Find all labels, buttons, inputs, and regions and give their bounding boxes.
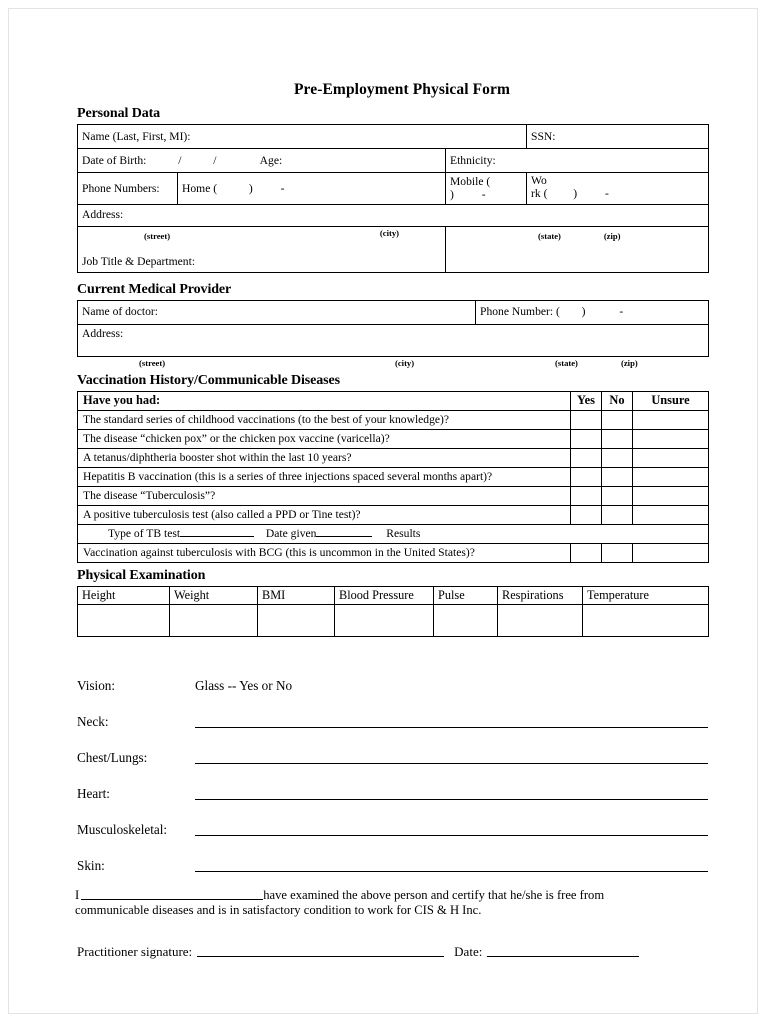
doctor-name-field[interactable]: Name of doctor: [78, 300, 476, 324]
column-header-temperature: Temperature [583, 586, 709, 604]
certification-statement [75, 887, 711, 919]
name-field[interactable]: Name (Last, First, MI): [78, 125, 527, 149]
answer-cell-no[interactable] [602, 543, 633, 562]
column-header-weight: Weight [170, 586, 258, 604]
value-cell-pulse[interactable] [434, 604, 498, 636]
table-row [78, 204, 709, 226]
finding-label-musculoskeletal: Musculoskeletal: [77, 821, 168, 837]
finding-input-neck[interactable] [195, 727, 708, 728]
answer-cell-unsure[interactable] [633, 486, 709, 505]
column-header-yes: Yes [571, 391, 602, 410]
signature-date-input[interactable] [487, 956, 639, 957]
job-title-field[interactable]: Job Title & Department: [78, 242, 446, 272]
address-captions-left [78, 226, 446, 242]
finding-input-chest-lungs[interactable] [195, 763, 708, 764]
vaccination-table [77, 391, 709, 563]
work-phone-paren: ) [573, 187, 578, 201]
table-row [78, 448, 709, 467]
vaccination-question: A positive tuberculosis test (also called a PPD or Tine test)? [78, 505, 571, 524]
vaccination-question: Hepatitis B vaccination (this is a series of three injections spaced several months apart)? [78, 467, 571, 486]
table-row [78, 300, 709, 324]
ssn-field[interactable]: SSN: [527, 125, 709, 149]
answer-cell-yes[interactable] [571, 467, 602, 486]
vision-glasses-option[interactable]: Glass -- Yes or No [195, 677, 293, 693]
mobile-phone-dash: - [481, 188, 486, 202]
phone-numbers-label: Phone Numbers: [78, 173, 178, 205]
section-heading-vaccination: Vaccination History/Communicable Diseases [77, 372, 340, 388]
table-row [78, 173, 709, 205]
answer-cell-yes[interactable] [571, 429, 602, 448]
practitioner-signature-label: Practitioner signature: [77, 944, 193, 960]
column-header-pulse: Pulse [434, 586, 498, 604]
dob-label: Date of Birth: [82, 153, 147, 167]
job-title-blank-cell[interactable] [446, 242, 709, 272]
answer-cell-no[interactable] [602, 486, 633, 505]
tb-date-blank[interactable] [316, 536, 372, 537]
answer-cell-yes[interactable] [571, 543, 602, 562]
table-row [78, 604, 709, 636]
value-cell-respirations[interactable] [498, 604, 583, 636]
home-phone-label: Home ( [182, 181, 218, 195]
dob-slash-1: / [178, 153, 182, 167]
state-caption: (state) [538, 230, 561, 241]
table-header-row [78, 391, 709, 410]
dob-slash-2: / [213, 153, 217, 167]
answer-cell-no[interactable] [602, 429, 633, 448]
value-cell-height[interactable] [78, 604, 170, 636]
finding-row-vision [77, 659, 708, 695]
vaccination-question: The disease “chicken pox” or the chicken pox vaccine (varicella)? [78, 429, 571, 448]
tb-type-blank[interactable] [180, 536, 254, 537]
certification-text-line2: communicable diseases and is in satisfactory condition to work for CIS & H Inc. [75, 903, 482, 918]
ethnicity-field[interactable]: Ethnicity: [446, 149, 709, 173]
value-cell-bmi[interactable] [258, 604, 335, 636]
table-row [78, 467, 709, 486]
finding-input-skin[interactable] [195, 871, 708, 872]
doctor-phone-paren: ) [581, 305, 586, 319]
address-field[interactable]: Address: [78, 204, 709, 226]
work-phone-label-line1: Wo [531, 174, 547, 187]
answer-cell-unsure[interactable] [633, 448, 709, 467]
finding-input-heart[interactable] [195, 799, 708, 800]
doctor-phone-field[interactable] [476, 300, 709, 324]
table-row [78, 524, 709, 543]
table-row [78, 543, 709, 562]
zip-caption: (zip) [603, 230, 621, 241]
table-row [78, 505, 709, 524]
tb-date-label: Date given [265, 526, 317, 540]
personal-data-table [77, 124, 709, 273]
tb-test-detail-row[interactable] [78, 524, 709, 543]
medical-provider-table [77, 300, 709, 357]
tb-type-label: Type of TB test [108, 526, 181, 540]
form-sheet [69, 81, 709, 960]
work-phone-field[interactable] [527, 173, 709, 205]
finding-row-chest-lungs [77, 731, 708, 767]
table-row [78, 410, 709, 429]
vaccination-question: A tetanus/diphtheria booster shot within the last 10 years? [78, 448, 571, 467]
value-cell-blood-pressure[interactable] [335, 604, 434, 636]
tb-results-label: Results [386, 526, 421, 540]
certification-lead: I [75, 887, 80, 902]
table-row [78, 226, 709, 242]
finding-label-heart: Heart: [77, 785, 110, 801]
answer-cell-unsure[interactable] [633, 429, 709, 448]
city-caption: (city) [395, 357, 415, 368]
provider-address-captions [77, 357, 708, 371]
table-row [78, 149, 709, 173]
signature-row [77, 944, 709, 960]
work-phone-dash: - [604, 187, 609, 201]
physical-exam-table [77, 586, 709, 637]
vaccination-question: Vaccination against tuberculosis with BCG (this is uncommon in the United States)? [78, 543, 571, 562]
value-cell-temperature[interactable] [583, 604, 709, 636]
table-row [78, 242, 709, 272]
certification-text-line1: have examined the above person and certify that he/she is free from [263, 887, 605, 902]
finding-label-neck: Neck: [77, 713, 109, 729]
column-header-question: Have you had: [78, 391, 571, 410]
column-header-unsure: Unsure [633, 391, 709, 410]
column-header-bmi: BMI [258, 586, 335, 604]
mobile-phone-paren: ) [450, 188, 454, 202]
findings-list [77, 659, 708, 875]
street-caption: (street) [139, 357, 166, 368]
finding-label-vision: Vision: [77, 677, 116, 693]
finding-row-skin [77, 839, 708, 875]
provider-address-field[interactable]: Address: [78, 324, 709, 356]
zip-caption: (zip) [621, 357, 638, 368]
finding-row-heart [77, 767, 708, 803]
answer-cell-no[interactable] [602, 448, 633, 467]
table-row [78, 324, 709, 356]
value-cell-weight[interactable] [170, 604, 258, 636]
work-phone-label-line2: rk ( [531, 187, 548, 201]
dob-age-field[interactable] [78, 149, 446, 173]
answer-cell-unsure[interactable] [633, 410, 709, 429]
section-heading-physical-exam: Physical Examination [77, 567, 206, 583]
home-phone-dash: - [280, 181, 285, 195]
answer-cell-yes[interactable] [571, 410, 602, 429]
mobile-phone-label: Mobile ( [450, 175, 491, 188]
mobile-phone-field[interactable] [446, 173, 527, 205]
column-header-no: No [602, 391, 633, 410]
section-heading-medical-provider: Current Medical Provider [77, 281, 232, 297]
answer-cell-no[interactable] [602, 410, 633, 429]
answer-cell-yes[interactable] [571, 486, 602, 505]
answer-cell-no[interactable] [602, 467, 633, 486]
finding-row-neck [77, 695, 708, 731]
signature-date-label: Date: [454, 944, 483, 960]
city-caption: (city) [379, 227, 399, 238]
table-row [78, 429, 709, 448]
table-header-row [78, 586, 709, 604]
vaccination-question: The standard series of childhood vaccinations (to the best of your knowledge)? [78, 410, 571, 429]
examiner-name-blank[interactable] [81, 887, 263, 900]
state-caption: (state) [555, 357, 578, 368]
answer-cell-yes[interactable] [571, 448, 602, 467]
column-header-respirations: Respirations [498, 586, 583, 604]
table-row [78, 486, 709, 505]
finding-input-musculoskeletal[interactable] [195, 835, 708, 836]
doctor-phone-label: Phone Number: ( [480, 305, 560, 319]
home-phone-field[interactable] [178, 173, 446, 205]
age-label: Age: [259, 153, 283, 167]
table-row [78, 125, 709, 149]
column-header-blood-pressure: Blood Pressure [335, 586, 434, 604]
finding-label-chest-lungs: Chest/Lungs: [77, 749, 148, 765]
answer-cell-no[interactable] [602, 505, 633, 524]
column-header-height: Height [78, 586, 170, 604]
answer-cell-unsure[interactable] [633, 505, 709, 524]
finding-row-musculoskeletal [77, 803, 708, 839]
home-phone-paren: ) [248, 181, 253, 195]
doctor-phone-dash: - [619, 305, 624, 319]
finding-label-skin: Skin: [77, 857, 105, 873]
answer-cell-unsure[interactable] [633, 543, 709, 562]
practitioner-signature-input[interactable] [197, 956, 444, 957]
section-heading-personal-data: Personal Data [77, 106, 161, 121]
vaccination-question: The disease “Tuberculosis”? [78, 486, 571, 505]
street-caption: (street) [144, 230, 171, 241]
answer-cell-yes[interactable] [571, 505, 602, 524]
address-captions-right [446, 226, 709, 242]
answer-cell-unsure[interactable] [633, 467, 709, 486]
form-page [8, 8, 758, 1014]
page-title: Pre-Employment Physical Form [293, 81, 511, 98]
